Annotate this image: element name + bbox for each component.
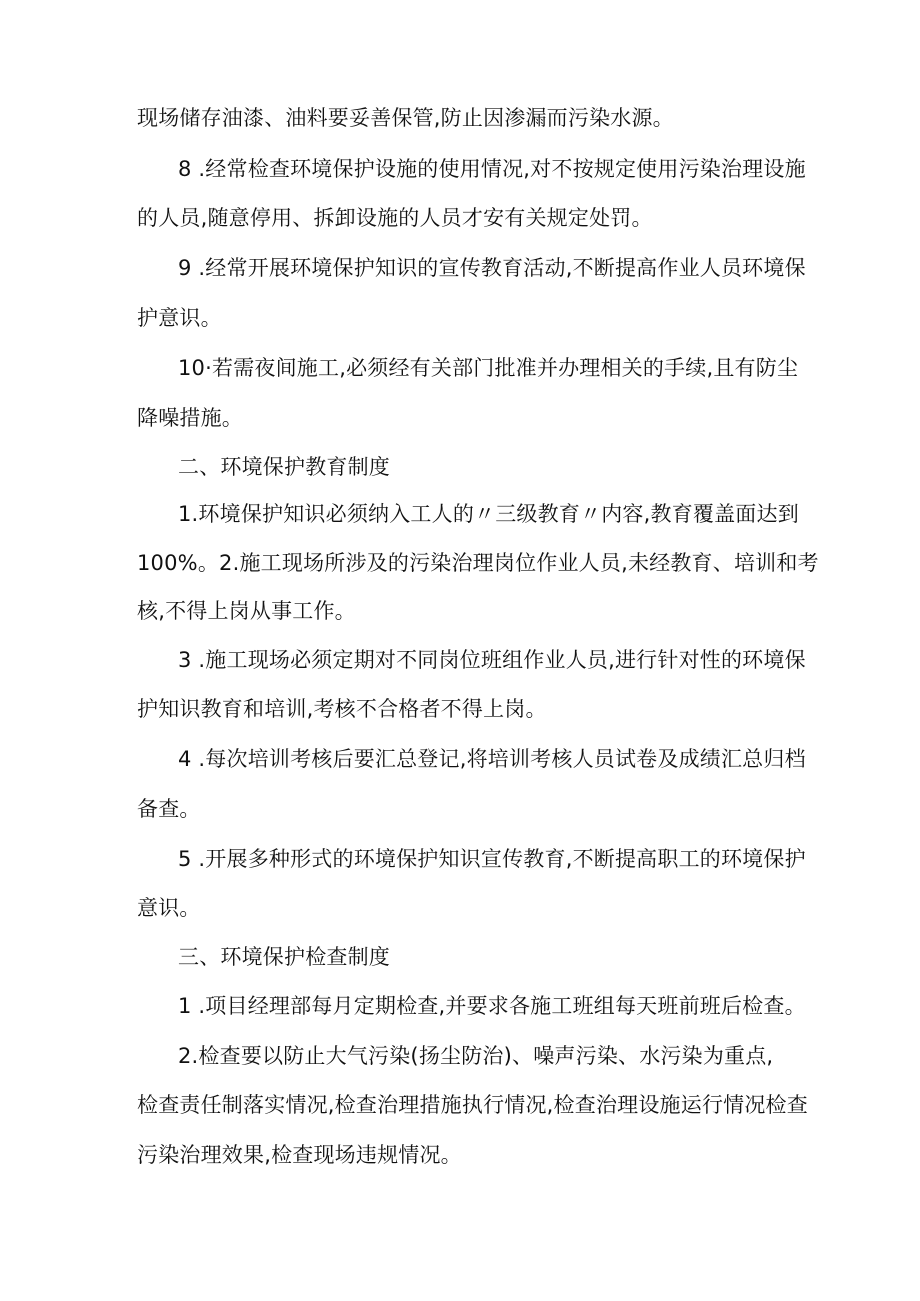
- paragraph-line: 10·若需夜间施工,必须经有关部门批准并办理相关的手续,且有防尘: [178, 356, 799, 380]
- section-heading: 三、环境保护检查制度: [178, 945, 390, 969]
- paragraph-line: 1.环境保护知识必须纳入工人的〃三级教育〃内容,教育覆盖面达到: [178, 502, 799, 526]
- paragraph-line: 100%。2.施工现场所涉及的污染治理岗位作业人员,未经教育、培训和考: [137, 551, 819, 575]
- paragraph-line: 检查责任制落实情况,检查治理措施执行情况,检查治理设施运行情况检查: [137, 1093, 808, 1117]
- paragraph-line: 护意识。: [137, 306, 222, 330]
- paragraph-line: 1 .项目经理部每月定期检查,并要求各施工班组每天班前班后检查。: [178, 994, 806, 1018]
- paragraph-line: 意识。: [137, 896, 201, 920]
- paragraph-line: 3 .施工现场必须定期对不同岗位班组作业人员,进行针对性的环境保: [178, 648, 806, 672]
- paragraph-line: 2.检查要以防止大气污染(扬尘防治)、噪声污染、水污染为重点,: [178, 1044, 774, 1068]
- paragraph-line: 护知识教育和培训,考核不合格者不得上岗。: [137, 697, 547, 721]
- paragraph-line: 9 .经常开展环境保护知识的宣传教育活动,不断提高作业人员环境保: [178, 256, 806, 280]
- paragraph-line: 备查。: [137, 797, 201, 821]
- section-heading: 二、环境保护教育制度: [178, 455, 390, 479]
- paragraph-line: 核,不得上岗从事工作。: [137, 599, 356, 623]
- paragraph-line: 5 .开展多种形式的环境保护知识宣传教育,不断提高职工的环境保护: [178, 847, 806, 871]
- paragraph-line: 现场储存油漆、油料要妥善保管,防止因渗漏而污染水源。: [137, 106, 674, 130]
- paragraph-line: 的人员,随意停用、拆卸设施的人员才安有关规定处罚。: [137, 206, 653, 230]
- paragraph-line: 8 .经常检查环境保护设施的使用情况,对不按规定使用污染治理设施: [178, 157, 806, 181]
- paragraph-line: 降噪措施。: [137, 406, 243, 430]
- paragraph-line: 污染治理效果,检查现场违规情况。: [137, 1143, 462, 1167]
- paragraph-line: 4 .每次培训考核后要汇总登记,将培训考核人员试卷及成绩汇总归档: [178, 747, 806, 771]
